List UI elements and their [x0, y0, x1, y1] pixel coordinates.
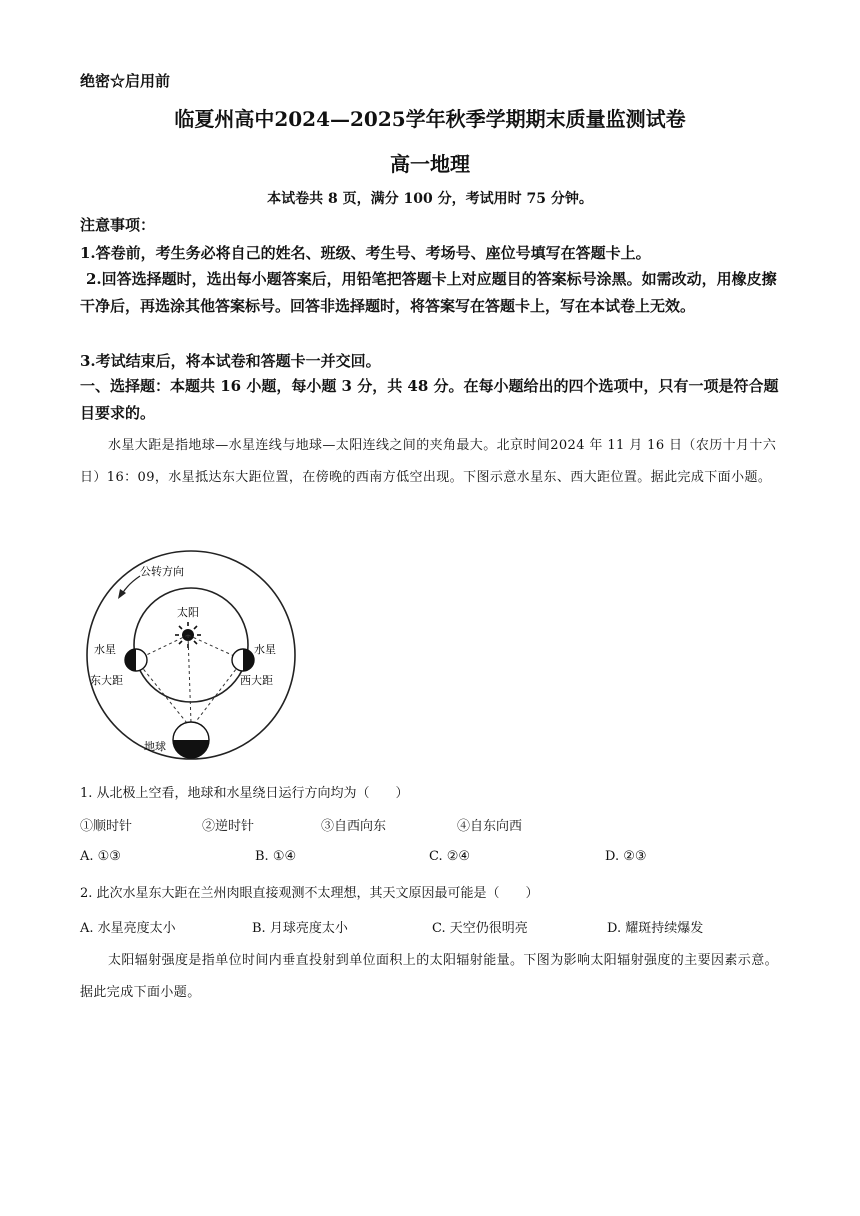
west-elongation-label: 西大距 [240, 674, 273, 687]
mercury-west-icon [232, 649, 254, 671]
section-heading: 一、选择题：本题共 16 小题，每小题 3 分，共 48 分。在每小题给出的四个选项中，只有一项是符合题目要求的。 [80, 377, 779, 422]
option-c: C. ②④ [429, 849, 471, 864]
notice-item-2: 2.回答选择题时，选出每小题答案后，用铅笔把答题卡上对应题目的答案标号涂黑。如需改动，用橡皮擦干净后，再选涂其他答案标号。回答非选择题时，将答案写在答题卡上，写在本试卷上无效。 [80, 270, 777, 315]
notice-item-3: 3.考试结束后，将本试卷和答题卡一并交回。 [80, 352, 381, 370]
exam-title: 临夏州高中2024—2025学年秋季学期期末质量监测试卷 [174, 107, 686, 131]
sun-label: 太阳 [177, 606, 199, 619]
earth-label: 地球 [144, 740, 166, 753]
east-elongation-label: 东大距 [90, 674, 123, 687]
mercury-right-label: 水星 [254, 643, 276, 656]
statement-2: ②逆时针 [202, 819, 255, 834]
sight-lines [136, 635, 243, 728]
notice-item-1: 1.答卷前，考生务必将自己的姓名、班级、考生号、考场号、座位号填写在答题卡上。 [80, 244, 651, 262]
option-b: B. ①④ [255, 849, 297, 864]
exam-subject: 高一地理 [390, 152, 470, 176]
passage-solar-radiation: 太阳辐射强度是指单位时间内垂直投射到单位面积上的太阳辐射能量。下图为影响太阳辐射强度的主要因素示意。据此完成下面小题。 [80, 953, 779, 1000]
option-b: B. 月球亮度太小 [252, 921, 348, 936]
question-1-stem: 1. 从北极上空看，地球和水星绕日运行方向均为（ ） [80, 786, 409, 801]
earth-icon [173, 722, 209, 758]
statement-1: ①顺时针 [80, 819, 133, 834]
option-a: A. 水星亮度太小 [80, 921, 176, 936]
secret-mark: 绝密☆启用前 [80, 72, 171, 90]
option-d: D. ②③ [605, 849, 647, 864]
mercury-east-icon [125, 649, 147, 671]
option-c: C. 天空仍很明亮 [432, 921, 528, 936]
option-a: A. ①③ [80, 849, 121, 864]
statement-3: ③自西向东 [321, 819, 387, 834]
passage-mercury: 水星大距是指地球—水星连线与地球—太阳连线之间的夹角最大。北京时间2024 年 11 月 16 日（农历十月十六日）16：09，水星抵达东大距位置，在傍晚的西南方低空出现。下图示意水星东、西大距位置。据此完成下面小题。 [80, 438, 777, 485]
mercury-elongation-figure [80, 538, 305, 763]
direction-arrow-icon [122, 576, 140, 594]
exam-meta: 本试卷共 8 页，满分 100 分，考试用时 75 分钟。 [267, 191, 593, 207]
statement-4: ④自东向西 [457, 819, 523, 834]
question-2-stem: 2. 此次水星东大距在兰州肉眼直接观测不太理想，其天文原因最可能是（ ） [80, 886, 539, 901]
orbit-direction-label: 公转方向 [140, 565, 184, 578]
notice-heading: 注意事项： [80, 216, 156, 234]
mercury-left-label: 水星 [94, 643, 116, 656]
option-d: D. 耀斑持续爆发 [607, 921, 704, 936]
